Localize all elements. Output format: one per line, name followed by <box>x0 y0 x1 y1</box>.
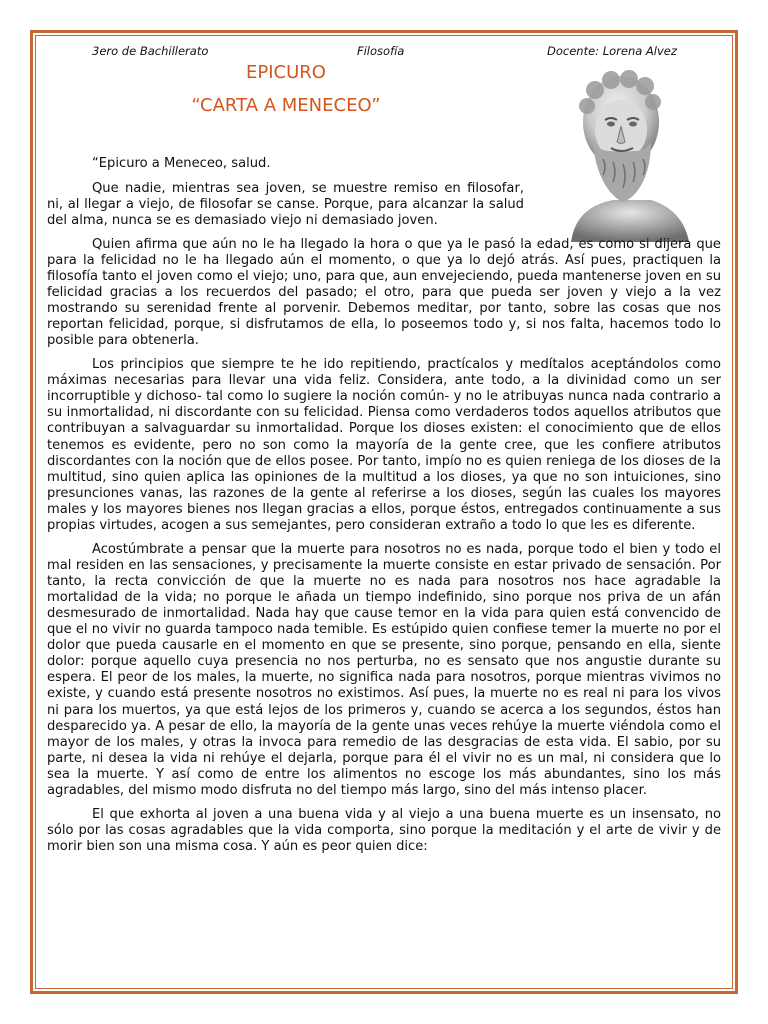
document-title: EPICURO <box>246 62 326 83</box>
header-teacher: Docente: Lorena Alvez <box>547 44 677 58</box>
document-subtitle: “CARTA A MENECEO” <box>191 95 381 116</box>
letter-body <box>47 156 721 862</box>
header-course: 3ero de Bachillerato <box>92 44 209 58</box>
salutation: “Epicuro a Meneceo, salud. <box>92 156 271 171</box>
paragraph-5: El que exhorta al joven a una buena vida y al viejo a una buena muerte es un insensato, no sólo por las cosas agradables que la vida comporta, sino porque la meditación y el arte de vivir y de morir bien son una misma cosa. Y aún es peor quien dice: <box>47 806 721 854</box>
paragraph-4: Acostúmbrate a pensar que la muerte para nosotros no es nada, porque todo el bien y todo el mal residen en las sensaciones, y precisamente la muerte consiste en estar privado de sensación. Por tanto, la recta convicción de que la muerte no es nada para nosotros nos hace agradable la mortalidad de la vida; no porque le añada un tiempo indefinido, sino porque nos priva de un afán desmesurado de inmortalidad. Nada hay que cause temor en la vida para quien está convencido de que el no vivir no guarda tampoco nada temible. Es estúpido quien confiese temer la muerte no por el dolor que pueda causarle en el momento en que se presente, sino porque, pensando en ella, siente dolor: porque aquello cuya presencia no nos perturba, no es sensato que nos angustie durante su espera. El peor de los males, la muerte, no significa nada para nosotros, porque mientras vivimos no existe, y cuando está presente nosotros no existimos. Así pues, la muerte no es real ni para los vivos ni para los muertos, ya que está lejos de los primeros y, cuando se acerca a los segundos, éstos han desparecido ya. A pesar de ello, la mayoría de la gente unas veces rehúye la muerte viéndola como el mayor de los males, y otras la invoca para remedio de las desgracias de esta vida. El sabio, por su parte, ni desea la vida ni rehúye el dejarla, porque para él el vivir no es un mal, ni considera que lo sea la muerte. Y así como de entre los alimentos no escoge los más abundantes, sino los más agradables, del mismo modo disfruta no del tiempo más largo, sino del más intenso placer. <box>47 541 721 798</box>
paragraph-3: Los principios que siempre te he ido repitiendo, practícalos y medítalos aceptándolos como máximas necesarias para llevar una vida feliz. Considera, ante todo, a la divinidad como un ser incorruptible y dichoso- tal como lo sugiere la noción común- y no le atribuyas nunca nada contrario a su inmortalidad, ni discordante con su felicidad. Piensa como verdaderos todos aquellos atributos que contribuyan a salvaguardar su inmortalidad. Porque los dioses existen: el conocimiento que de ellos tenemos es evidente, pero no son como la mayoría de la gente cree, que les confiere atributos discordantes con la noción que de ellos posee. Por tanto, impío no es quien reniega de los dioses de la multitud, sino quien aplica las opiniones de la multitud a los dioses, ya que no son intuiciones, sino presunciones vanas, las razones de la gente al referirse a los dioses, según las cuales los mayores males y los mayores bienes nos llegan gracias a ellos, porque éstos, entregados continuamente a sus propias virtudes, acogen a sus semejantes, pero consideran extraño a todo lo que les es diferente. <box>47 357 721 533</box>
paragraph-2: Quien afirma que aún no le ha llegado la hora o que ya le pasó la edad, es como si dijera que para la felicidad no le ha llegado aún el momento, o que ya lo dejó atrás. Así pues, practiquen la filosofía tanto el joven como el viejo; uno, para que, aun envejeciendo, pueda mantenerse joven en su felicidad gracias a los recuerdos del pasado; el otro, para que pueda ser joven y viejo a la vez mostrando su serenidad frente al porvenir. Debemos meditar, por tanto, sobre las cosas que nos reportan felicidad, porque, si disfrutamos de ella, lo poseemos todo y, si nos falta, hacemos todo lo posible para obtenerla. <box>47 236 721 349</box>
paragraph-1: Que nadie, mientras sea joven, se muestre remiso en filosofar, ni, al llegar a viejo, de filosofar se canse. Porque, para alcanzar la salud del alma, nunca se es demasiado viejo ni demasiado joven. <box>47 181 524 229</box>
header-subject: Filosofía <box>357 44 405 58</box>
